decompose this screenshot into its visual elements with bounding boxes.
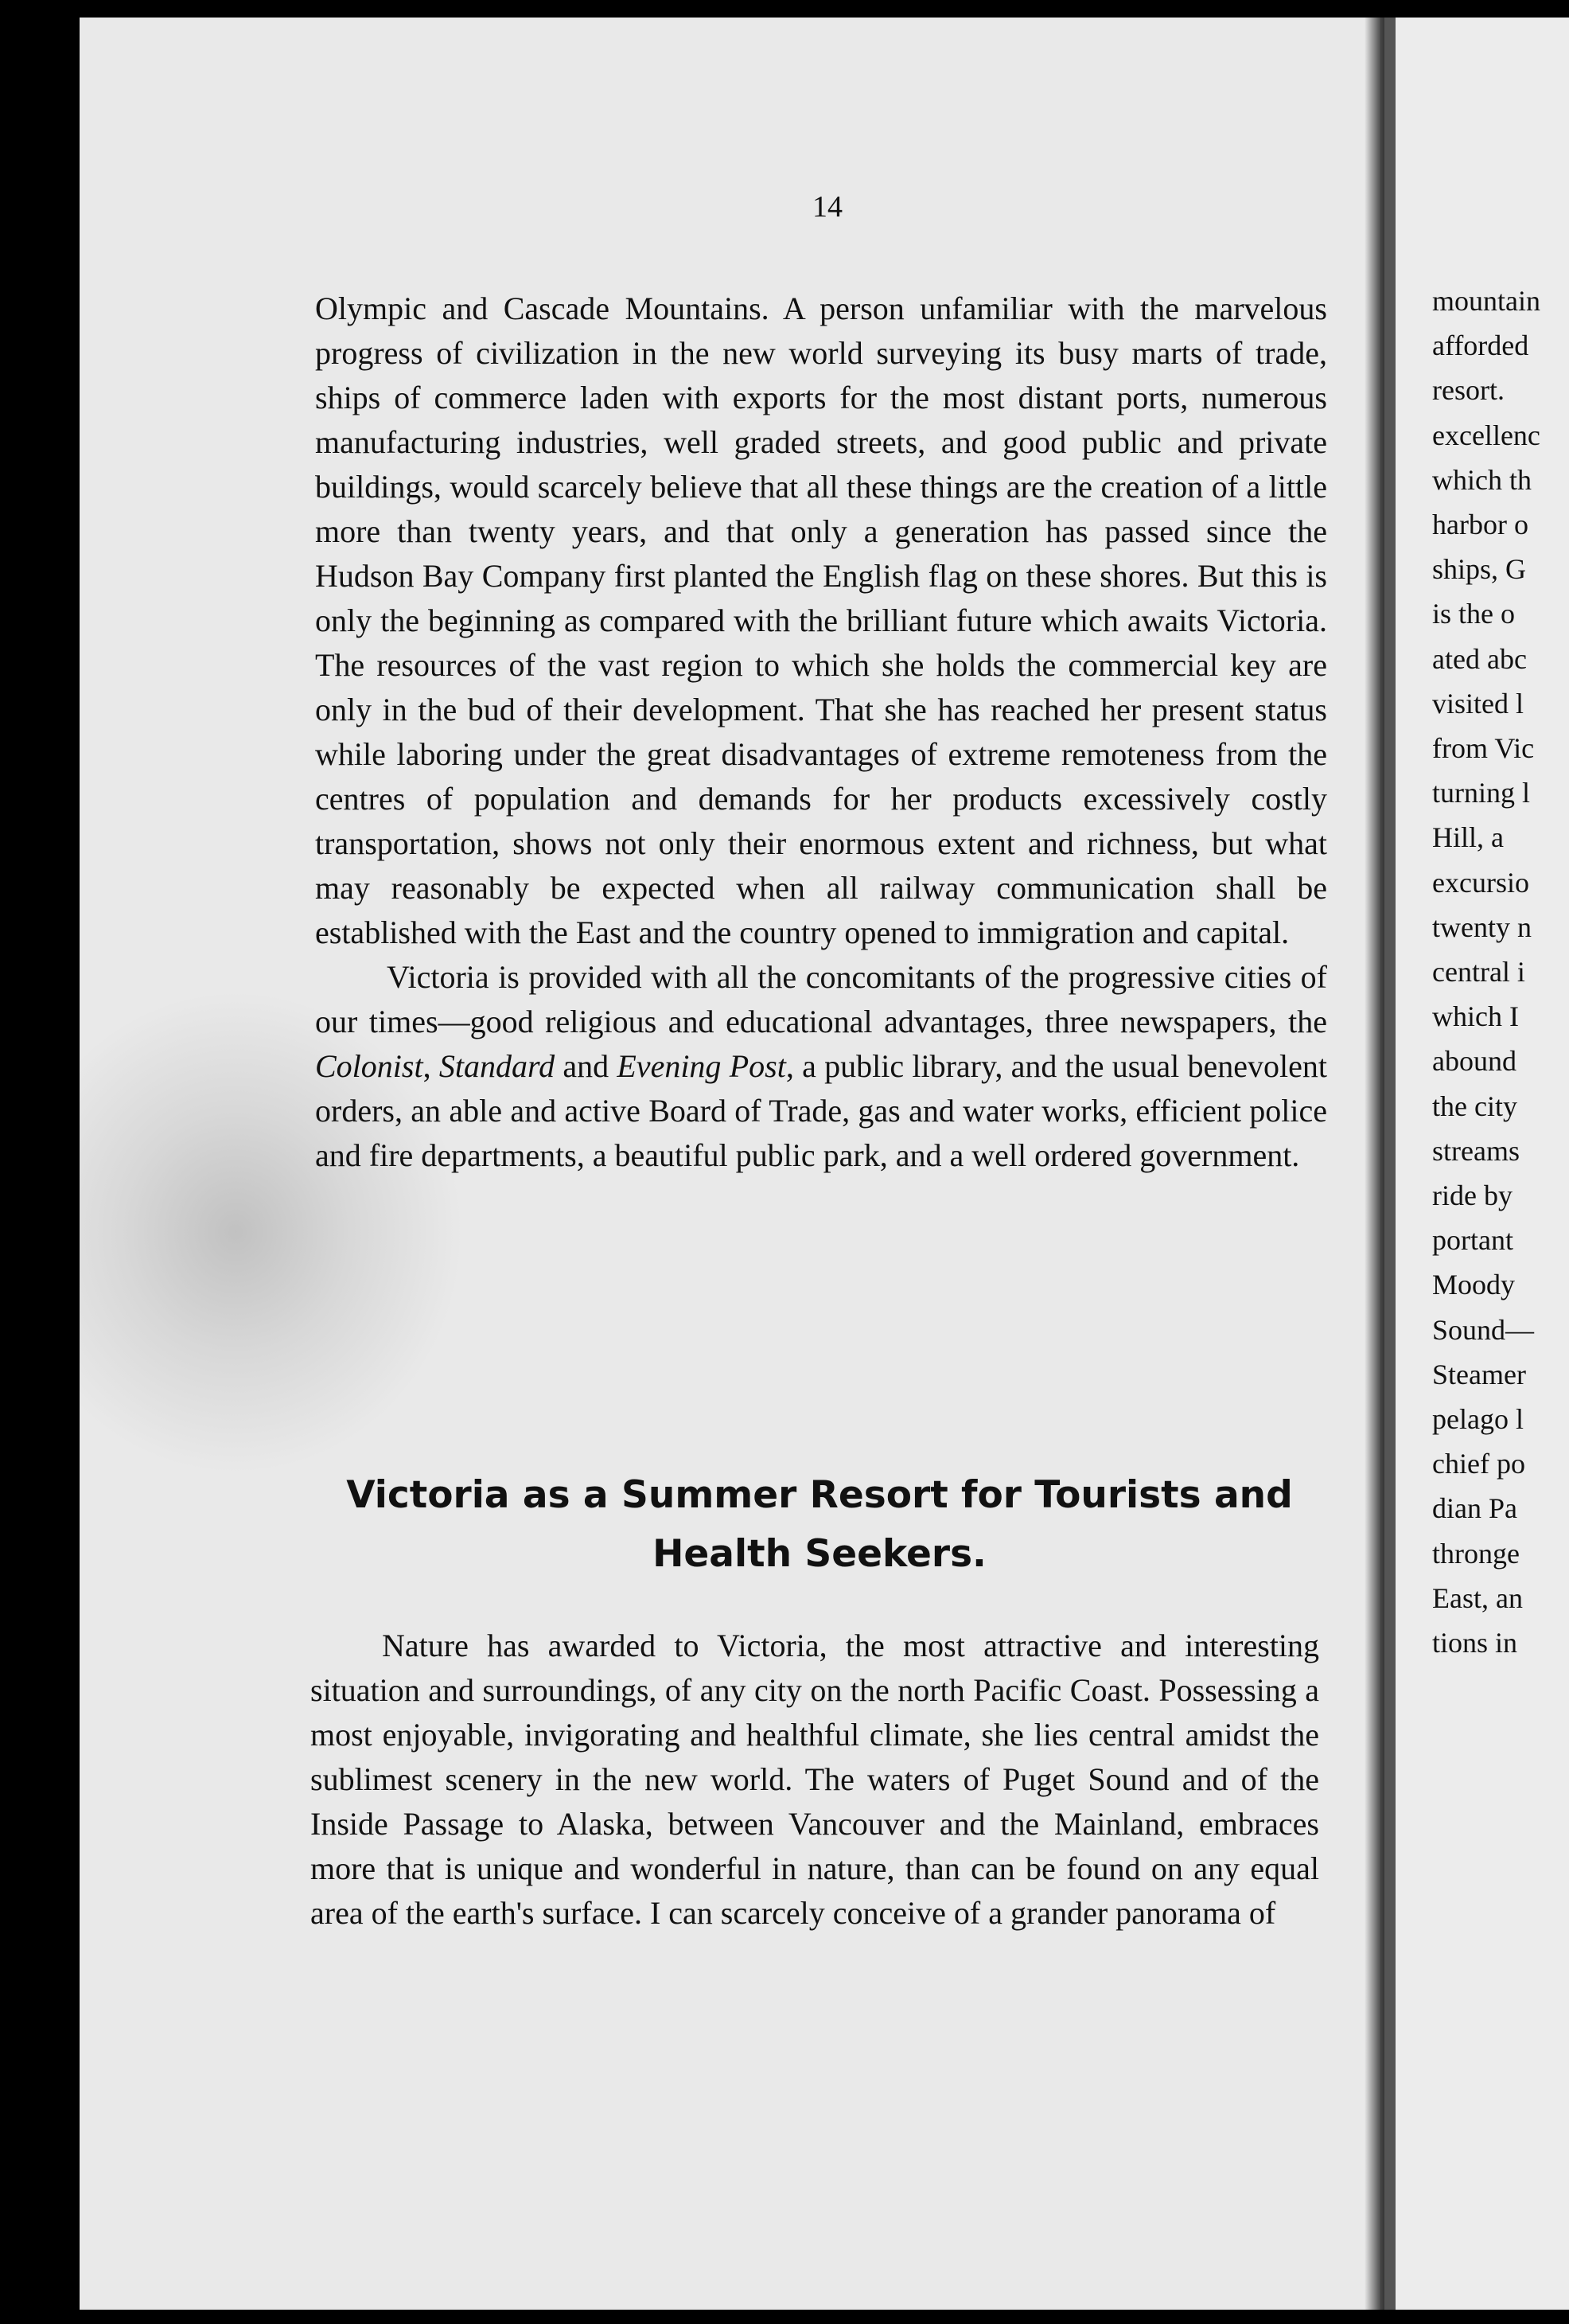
right-page-line: pelago l (1432, 1403, 1524, 1436)
right-page-line: East, an (1432, 1581, 1523, 1614)
right-page-line: excellenc (1432, 419, 1540, 451)
right-page-line: thronge (1432, 1537, 1520, 1569)
paragraph-1: Olympic and Cascade Mountains. A person unfamiliar with the marvelous progress of civilization in the new world surveying its busy marts of trade, ships of commerce laden with exports for the most distant ports, numerous manufacturing industries, well graded streets, and good public and private buildings, would scarcely believe that all these things are the creation of a little more than twenty years, and that only a generation has passed since the Hudson Bay Company first planted the English flag on these shores. But this is only the beginning as compared with the brilliant future which awaits Victoria. The resources of the vast region to which she holds the commercial key are only in the bud of their development. That she has reached her present status while laboring under the great disadvantages of extreme remoteness from the centres of population and demands for her products excessively costly transportation, shows not only their enormous extent and richness, but what may reasonably be expected when all railway communication shall be established with the East and the country opened to immigration and capital. (315, 290, 1327, 950)
newspaper-evening-post: Evening Post (617, 1048, 786, 1084)
paragraph-2-comma: , (422, 1048, 439, 1084)
page-edge-rule (1384, 18, 1396, 2310)
section-heading (302, 1466, 1337, 1584)
right-page-line: central i (1432, 956, 1525, 988)
right-page-line: tions in (1432, 1627, 1518, 1659)
paragraph-2-text-b: , a public library, and the usual benevolent orders, an able and active Board of Trade, gas and water works, efficient police and fire departments, a beautiful public park, and a well ordered government. (315, 1048, 1327, 1173)
right-page-line: Hill, a (1432, 821, 1504, 854)
newspaper-standard: Standard (438, 1048, 555, 1084)
right-page-line: turning l (1432, 777, 1530, 809)
right-page-line: mountain (1432, 285, 1540, 317)
section-paragraph: Nature has awarded to Victoria, the most attractive and interesting situation and surroundings, of any city on the north Pacific Coast. Possessing a most enjoyable, invigorating and healthful climate, she lies central amidst the sublimest scenery in the new world. The waters of Puget Sound and of the Inside Passage to Alaska, between Vancouver and the Mainland, embraces more that is unique and wonderful in nature, than can be found on any equal area of the earth's surface. I can scarcely conceive of a grander panorama of (310, 1628, 1319, 1931)
section-heading-line-1: Victoria as a Summer Resort for Tourists and (346, 1473, 1293, 1517)
right-page-line: ated abc (1432, 642, 1527, 675)
right-page-line: Moody (1432, 1269, 1516, 1301)
right-page-line: Sound— (1432, 1313, 1535, 1346)
body-text (315, 287, 1327, 1178)
right-page-line: ride by (1432, 1180, 1513, 1212)
right-page-line: resort. (1432, 374, 1505, 407)
right-page-text (1432, 279, 1569, 1665)
paragraph-2 (315, 955, 1327, 1178)
right-page-line: chief po (1432, 1448, 1525, 1480)
right-page-line: abound (1432, 1045, 1516, 1078)
section-heading-line-2: Health Seekers. (652, 1532, 987, 1576)
right-page-line: dian Pa (1432, 1492, 1517, 1525)
paragraph-2-text-a: Victoria is provided with all the concomitants of the progressive cities of our times—good religious and educational advantages, three newspapers, the (315, 959, 1327, 1039)
right-page-line: afforded (1432, 329, 1529, 362)
right-page-line: is the o (1432, 598, 1515, 630)
right-page-line: harbor o (1432, 509, 1528, 541)
newspaper-colonist: Colonist (315, 1048, 423, 1084)
right-page-line: portant (1432, 1224, 1513, 1257)
right-page-line: which th (1432, 463, 1532, 496)
page-number: 14 (812, 190, 843, 224)
right-page-line: excursio (1432, 866, 1529, 899)
right-page-line: from Vic (1432, 732, 1535, 765)
right-page-line: visited l (1432, 687, 1524, 719)
right-page-line: twenty n (1432, 910, 1532, 943)
right-page-line: Steamer (1432, 1358, 1526, 1390)
right-page-line: which I (1432, 1000, 1519, 1033)
paragraph-2-and: and (555, 1048, 617, 1084)
section-body (310, 1624, 1319, 1936)
right-page-line: the city (1432, 1090, 1517, 1122)
right-page-line: ships, G (1432, 553, 1527, 586)
right-page-line: streams (1432, 1134, 1520, 1167)
